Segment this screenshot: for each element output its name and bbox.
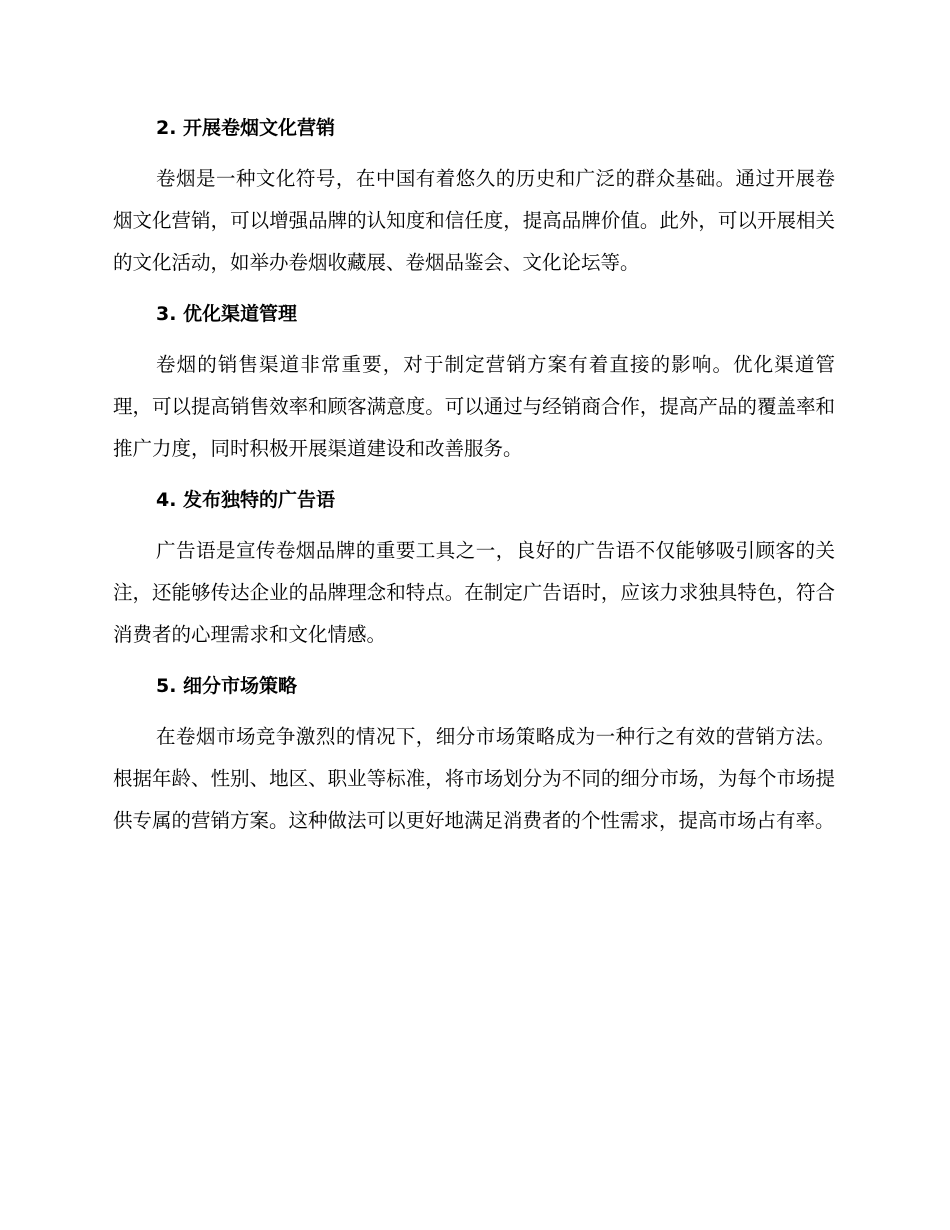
document-content: [113, 110, 835, 854]
section-advertising-slogan: [113, 482, 835, 656]
section-paragraph: 卷烟的销售渠道非常重要，对于制定营销方案有着直接的影响。优化渠道管理，可以提高销售效率和顾客满意度。可以通过与经销商合作，提高产品的覆盖率和推广力度，同时积极开展渠道建设和改善服务。: [113, 353, 835, 460]
section-paragraph: 卷烟是一种文化符号，在中国有着悠久的历史和广泛的群众基础。通过开展卷烟文化营销，可以增强品牌的认知度和信任度，提高品牌价值。此外，可以开展相关的文化活动，如举办卷烟收藏展、卷烟品鉴会、文化论坛等。: [113, 167, 835, 274]
section-channel-management: [113, 296, 835, 470]
section-heading: 4. 发布独特的广告语: [156, 489, 336, 511]
section-heading: 2. 开展卷烟文化营销: [156, 117, 336, 139]
section-market-segmentation: [113, 668, 835, 842]
section-cultural-marketing: [113, 110, 835, 284]
section-paragraph: 广告语是宣传卷烟品牌的重要工具之一，良好的广告语不仅能够吸引顾客的关注，还能够传达企业的品牌理念和特点。在制定广告语时，应该力求独具特色，符合消费者的心理需求和文化情感。: [113, 539, 835, 646]
section-heading: 5. 细分市场策略: [156, 675, 298, 697]
section-heading: 3. 优化渠道管理: [156, 303, 298, 325]
section-paragraph: 在卷烟市场竞争激烈的情况下，细分市场策略成为一种行之有效的营销方法。根据年龄、性别、地区、职业等标准，将市场划分为不同的细分市场，为每个市场提供专属的营销方案。这种做法可以更好地满足消费者的个性需求，提高市场占有率。: [113, 725, 835, 832]
